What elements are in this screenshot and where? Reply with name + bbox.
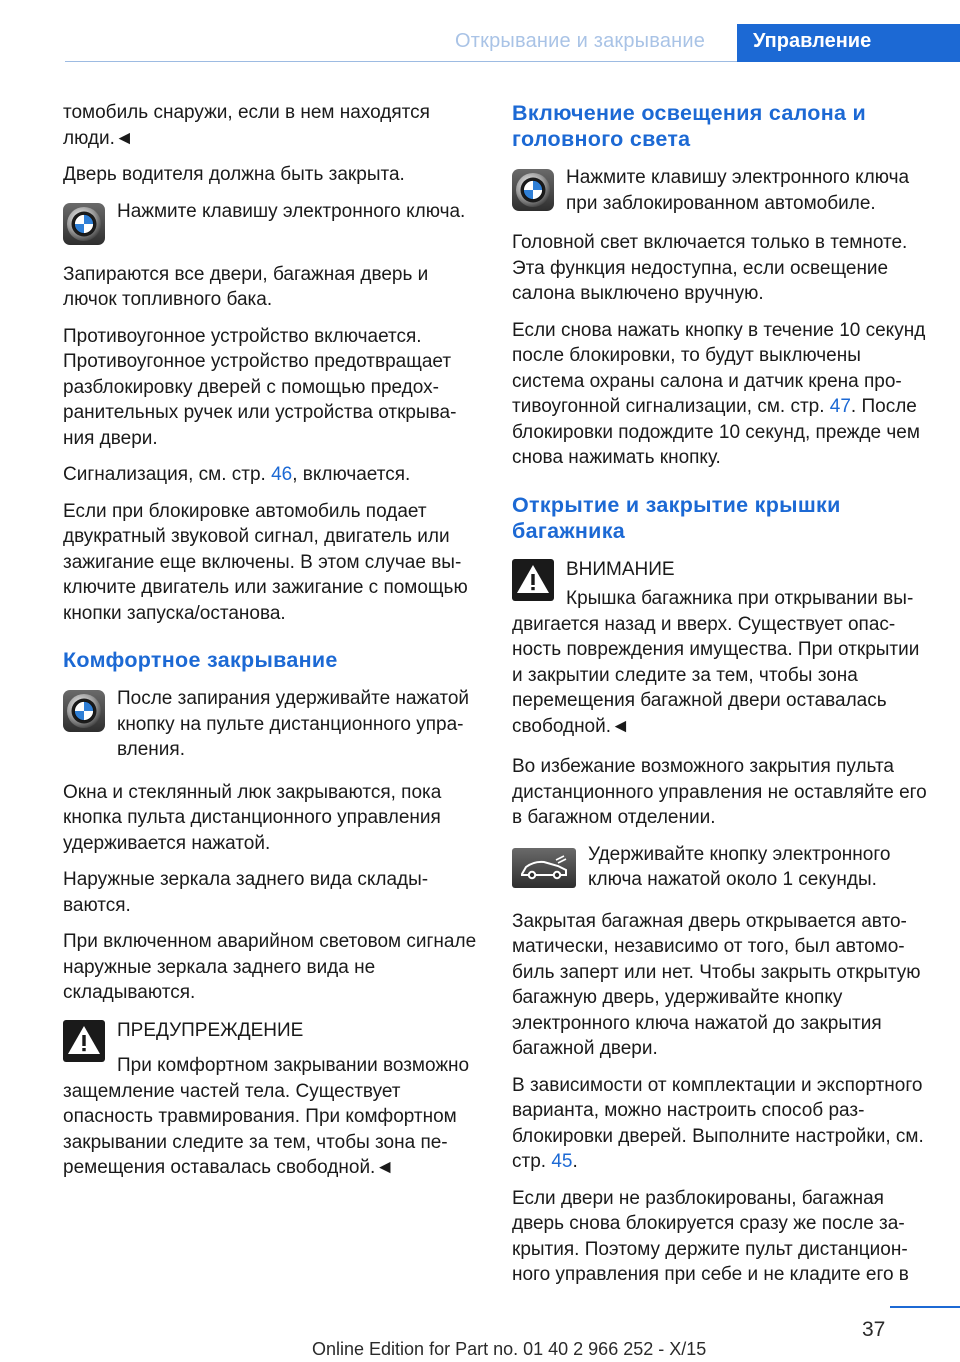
- paragraph-text: . После блокировки подождите 10 секунд, прежде чем снова нажимать кнопку.: [512, 396, 920, 468]
- warning-icon: [63, 1020, 105, 1062]
- paragraph: Дверь водителя должна быть закрыта.: [63, 164, 405, 185]
- chapter-tab-label: Управление: [753, 30, 872, 52]
- paragraph-text: Если снова нажать кнопку в течение 10 секунд после блокировки, то будут выключены система охраны салона и датчик крена противоугонной сигнализации, см. стр.: [512, 319, 926, 417]
- bmw-key-icon: [63, 203, 105, 245]
- paragraph: Наружные зеркала заднего вида складываются.: [63, 869, 429, 916]
- chapter-tab[interactable]: [737, 24, 960, 62]
- page-link-47[interactable]: 47: [829, 396, 851, 417]
- warning-icon: [512, 559, 554, 601]
- paragraph: Головной свет включается только в темноте. Эта функция недоступна, если освещение салона выключено вручную.: [512, 232, 908, 304]
- section-heading: Открытие и закрытие крышки багажника: [512, 492, 841, 543]
- header-rule: [65, 61, 737, 62]
- page-number: 37: [862, 1318, 886, 1341]
- section-heading: Комфортное закрывание: [63, 648, 338, 672]
- instruction-text: Нажмите клавишу электронного ключа.: [117, 200, 466, 222]
- key-instruction: [63, 686, 478, 763]
- paragraph: Если двери не разблокированы, багажная дверь снова блокируется сразу же после закрытия. Поэтому держите пульт дистанционного управления при себе и не кладите его в: [512, 1187, 909, 1285]
- instruction-text: После запирания удерживайте нажатой кнопку на пульте дистанционного управления.: [117, 688, 470, 760]
- caution-block: [512, 557, 927, 740]
- paragraph: [63, 462, 478, 488]
- caution-title: ВНИМАНИЕ: [566, 558, 675, 580]
- page-link-45[interactable]: 45: [551, 1151, 573, 1172]
- paragraph: [512, 318, 927, 471]
- trunk-instruction: [512, 842, 927, 894]
- instruction-text: Удерживайте кнопку электронного ключа нажатой около 1 секунды.: [588, 843, 891, 890]
- paragraph-text: Сигнализация, см. стр.: [63, 464, 272, 485]
- warning-block: [63, 1018, 478, 1181]
- paragraph: Во избежание возможного закрытия пульта дистанционного управления не оставляйте его в багажном отделении.: [512, 756, 927, 828]
- paragraph: При включенном аварийном световом сигнале наружные зеркала заднего вида не складываются.: [63, 931, 477, 1003]
- paragraph-text: В зависимости от комплектации и экспортного варианта, можно настроить способ разблокировки дверей. Выполните настройки, см. стр.: [512, 1074, 924, 1172]
- footer-rule: [890, 1306, 960, 1308]
- paragraph: томобиль снаружи, если в нем находятся люди.◄: [63, 102, 430, 149]
- paragraph: Закрытая багажная дверь открывается автоматически, независимо от того, был автомобиль заперт или нет. Чтобы закрыть открытую багажную дверь, удерживайте кнопку электронного ключа нажатой до закрытия багажной двери.: [512, 910, 921, 1059]
- instruction-text: Нажмите клавишу электронного ключа при заблокированном автомобиле.: [566, 167, 910, 214]
- bmw-key-icon: [512, 169, 554, 211]
- paragraph: [512, 1073, 927, 1175]
- paragraph: Если при блокировке автомобиль подает двукратный звуковой сигнал, двигатель или зажигание еще включены. В этом случае выключите двигатель или зажигание с помощью кнопки запуска/останова.: [63, 500, 468, 624]
- caution-text: Крышка багажника при открывании выдвигается назад и вверх. Существует опасность повреждения имущества. При открытии и закрытии следите за тем, чтобы зона перемещения багажной двери оставалась свободной.◄: [512, 588, 920, 737]
- edition-note: Online Edition for Part no. 01 40 2 966 252 - X/15: [312, 1339, 707, 1359]
- key-instruction: [512, 165, 927, 217]
- paragraph: Окна и стеклянный люк закрываются, пока кнопка пульта дистанционного управления удерживается нажатой.: [63, 781, 442, 854]
- key-instruction: [63, 199, 478, 251]
- right-column: [512, 100, 927, 1299]
- warning-title: ПРЕДУПРЕЖДЕНИЕ: [117, 1019, 304, 1041]
- page-header: [0, 24, 960, 62]
- page-link-46[interactable]: 46: [271, 464, 293, 485]
- paragraph-text: .: [572, 1151, 578, 1172]
- paragraph: Противоугонное устройство включается. Противоугонное устройство предотвращает разблокировку дверей с помощью предохранительных ручек или устройства открывания двери.: [63, 325, 457, 449]
- section-title: Открывание и закрывание: [455, 30, 706, 52]
- paragraph-text: , включается.: [292, 464, 411, 485]
- paragraph: Запираются все двери, багажная дверь и лючок топливного бака.: [63, 263, 429, 310]
- warning-text: При комфортном закрывании возможно защемление частей тела. Существует опасность травмирования. При комфортном закрывании следите за тем, чтобы зона перемещения оставалась свободной.◄: [63, 1055, 470, 1178]
- bmw-key-icon: [63, 690, 105, 732]
- left-column: [63, 100, 478, 1192]
- trunk-key-icon: [512, 848, 576, 888]
- section-heading: Включение освещения салона и головного света: [512, 101, 867, 151]
